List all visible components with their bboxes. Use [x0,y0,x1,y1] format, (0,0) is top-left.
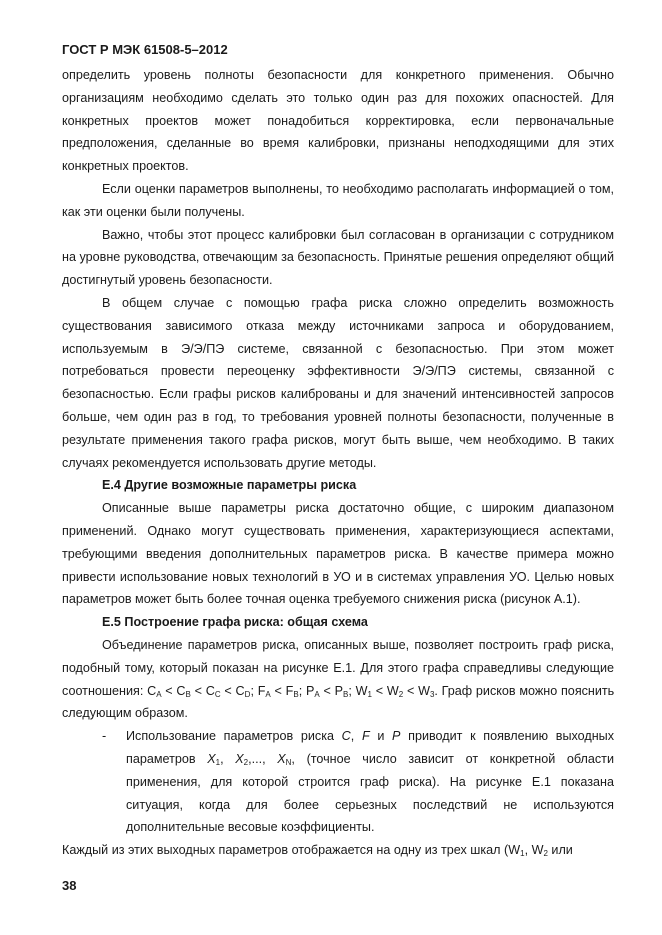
paragraph-6-tail: . Граф рисков можно пояснить следующим образом. [62,683,615,721]
relations-f: $F_A < F_B$ [257,683,299,699]
paragraph-6-text: Объединение параметров риска, описанных выше, позволяет построить граф риска, подобный тому, который показан на рисунке Е.1. Для этого графа справедливы следующие соотношения: [62,637,614,698]
paragraph-7: Каждый из этих выходных параметров отображается на одну из трех шкал ($W_1$, $W_2$ или [62,843,573,859]
section-heading-e5: Е.5 Построение графа риска: общая схема [102,615,368,630]
paragraph-1: определить уровень полноты безопасности для конкретного применения. Обычно организациям необходимо сделать это только один раз для похожих опасностей. Для конкретных проектов может понадобиться корректировка, если первоначальные предположения, сделанные во время калибровки, признаны неподходящими для этих конкретных проектов. [62,68,614,174]
relations-c: $C_A < C_B < C_C < C_D$ [147,683,251,699]
paragraph-2: Если оценки параметров выполнены, то необходимо располагать информацией о том, как эти оценки были получены. [62,181,614,219]
paragraph-6: Объединение параметров риска, описанных выше, позволяет построить граф риска, подобный тому, который показан на рисунке Е.1. Для этого графа справедливы следующие соотношения: $C_A < C_B < C_C < C_D$; $F_A < F_B$; $P_A < P_B$; $W_1 < W_2 < W_3$. Граф рисков можно пояснить следующим образом. [62,637,615,721]
paragraph-5: Описанные выше параметры риска достаточно общие, с широким диапазоном применений. Однако могут существовать применения, характеризующиеся аспектами, требующими введения дополнительных параметров риска. В качестве примера можно привести использование новых технологий в УО и в системах управления УО. Целью новых параметров может быть более точная оценка требуемого снижения риска (рисунок А.1). [62,501,614,607]
document-page [62,42,614,862]
list-item-text: Использование параметров риска C, F и P приводит к появлению выходных параметров $X_1$, $X_2$,..., $X_N$, (точное число зависит от конкретной области применения, для которой строится граф риска). На рисунке Е.1 показана ситуация, когда для более серьезных последствий не используются дополнительные весовые коэффициенты. [126,729,615,835]
page-number: 38 [62,878,77,893]
paragraph-3: Важно, чтобы этот процесс калибровки был согласован в организации с сотрудником на уровне руководства, отвечающим за безопасность. Принятые решения определяют общий достигнутый уровень безопасности. [62,227,614,288]
relations-p: $P_A < P_B$ [305,683,349,699]
section-heading-e4: Е.4 Другие возможные параметры риска [102,478,357,493]
document-header: ГОСТ Р МЭК 61508-5–2012 [62,42,228,57]
list-item [62,725,614,839]
relations-w: $W_1 < W_2 < W_3$ [355,683,435,699]
list-dash: - [102,729,107,744]
paragraph-4: В общем случае с помощью графа риска сложно определить возможность существования зависимого отказа между источниками запроса и оборудованием, используемым в Э/Э/ПЭ системе, связанной с безопасностью. При этом может потребоваться провести переоценку эффективности Э/Э/ПЭ системы, связанной с безопасностью. Если графы рисков калиброваны и для значений интенсивностей запросов больше, чем один раз в год, то требования уровней полноты безопасности, полученные в результате применения такого графа рисков, могут быть выше, чем необходимо. В таких случаях рекомендуется использовать другие методы. [62,295,614,470]
